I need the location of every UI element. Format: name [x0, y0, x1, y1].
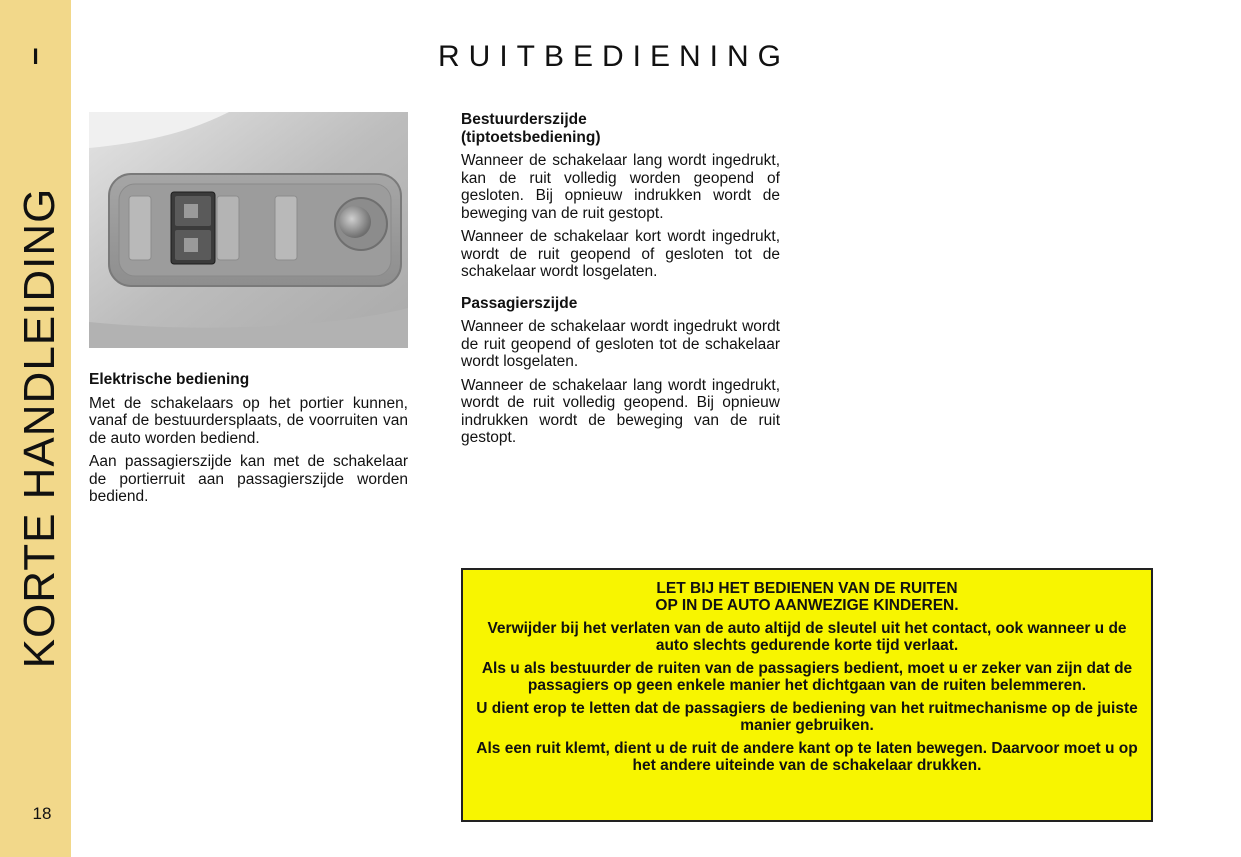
warning-jam-paragraph: Als een ruit klemt, dient u de ruit de andere kant op te laten bewegen. Daarvoor moet u op het andere uiteinde van de schakelaar drukken.	[476, 740, 1138, 774]
child-safety-warning-box	[461, 568, 1153, 822]
electric-operation-heading: Elektrische bediening	[89, 371, 250, 388]
passenger-side-heading: Passagierszijde	[461, 294, 578, 312]
electric-operation-section	[89, 371, 408, 506]
driver-side-heading	[461, 111, 780, 146]
window-operation-section	[461, 111, 780, 447]
window-switch-photo	[89, 112, 408, 348]
warning-heading	[469, 580, 1145, 614]
chapter-sidebar	[0, 0, 71, 857]
warning-heading-line2: OP IN DE AUTO AANWEZIGE KINDEREN.	[655, 597, 959, 614]
warning-heading-line1: LET BIJ HET BEDIENEN VAN DE RUITEN	[656, 580, 958, 597]
warning-passengers-paragraph: Als u als bestuurder de ruiten van de passagiers bedient, moet u er zeker van zijn dat de passagiers op geen enkele manier het dichtgaan van de ruiten belemmeren.	[481, 660, 1133, 694]
chapter-title: KORTE HANDLEIDING	[15, 187, 64, 669]
driver-long-press-paragraph: Wanneer de schakelaar lang wordt ingedrukt, kan de ruit volledig worden geopend of gesloten. Bij opnieuw indrukken wordt de beweging van de ruit gestopt.	[461, 152, 780, 222]
window-switch-illustration	[89, 112, 408, 348]
driver-short-press-paragraph: Wanneer de schakelaar kort wordt ingedrukt, wordt de ruit geopend of gesloten tot de schakelaar wordt losgelaten.	[461, 228, 780, 280]
page-number: 18	[32, 804, 52, 823]
warning-correct-use-paragraph: U dient erop te letten dat de passagiers de bediening van het ruitmechanisme op de juiste manier gebruiken.	[476, 700, 1138, 734]
chapter-number: I	[32, 44, 39, 69]
driver-side-heading-line2: (tiptoetsbediening)	[461, 128, 601, 146]
warning-key-paragraph: Verwijder bij het verlaten van de auto altijd de sleutel uit het contact, ook wanneer u de auto slechts gedurende korte tijd verlaat.	[487, 620, 1127, 654]
passenger-press-paragraph: Wanneer de schakelaar wordt ingedrukt wordt de ruit geopend of gesloten tot de schakelaar wordt losgelaten.	[461, 318, 780, 370]
driver-side-heading-line1: Bestuurderszijde	[461, 111, 587, 128]
electric-operation-paragraph: Met de schakelaars op het portier kunnen, vanaf de bestuurdersplaats, de voorruiten van de auto worden bediend.	[89, 394, 408, 447]
page-title: RUITBEDIENING	[438, 40, 791, 73]
passenger-long-press-paragraph: Wanneer de schakelaar lang wordt ingedrukt, wordt de ruit volledig geopend. Bij opnieuw indrukken wordt de beweging van de ruit gestopt.	[461, 376, 780, 446]
passenger-switch-paragraph: Aan passagierszijde kan met de schakelaar de portierruit aan passagierszijde worden bediend.	[89, 453, 408, 505]
